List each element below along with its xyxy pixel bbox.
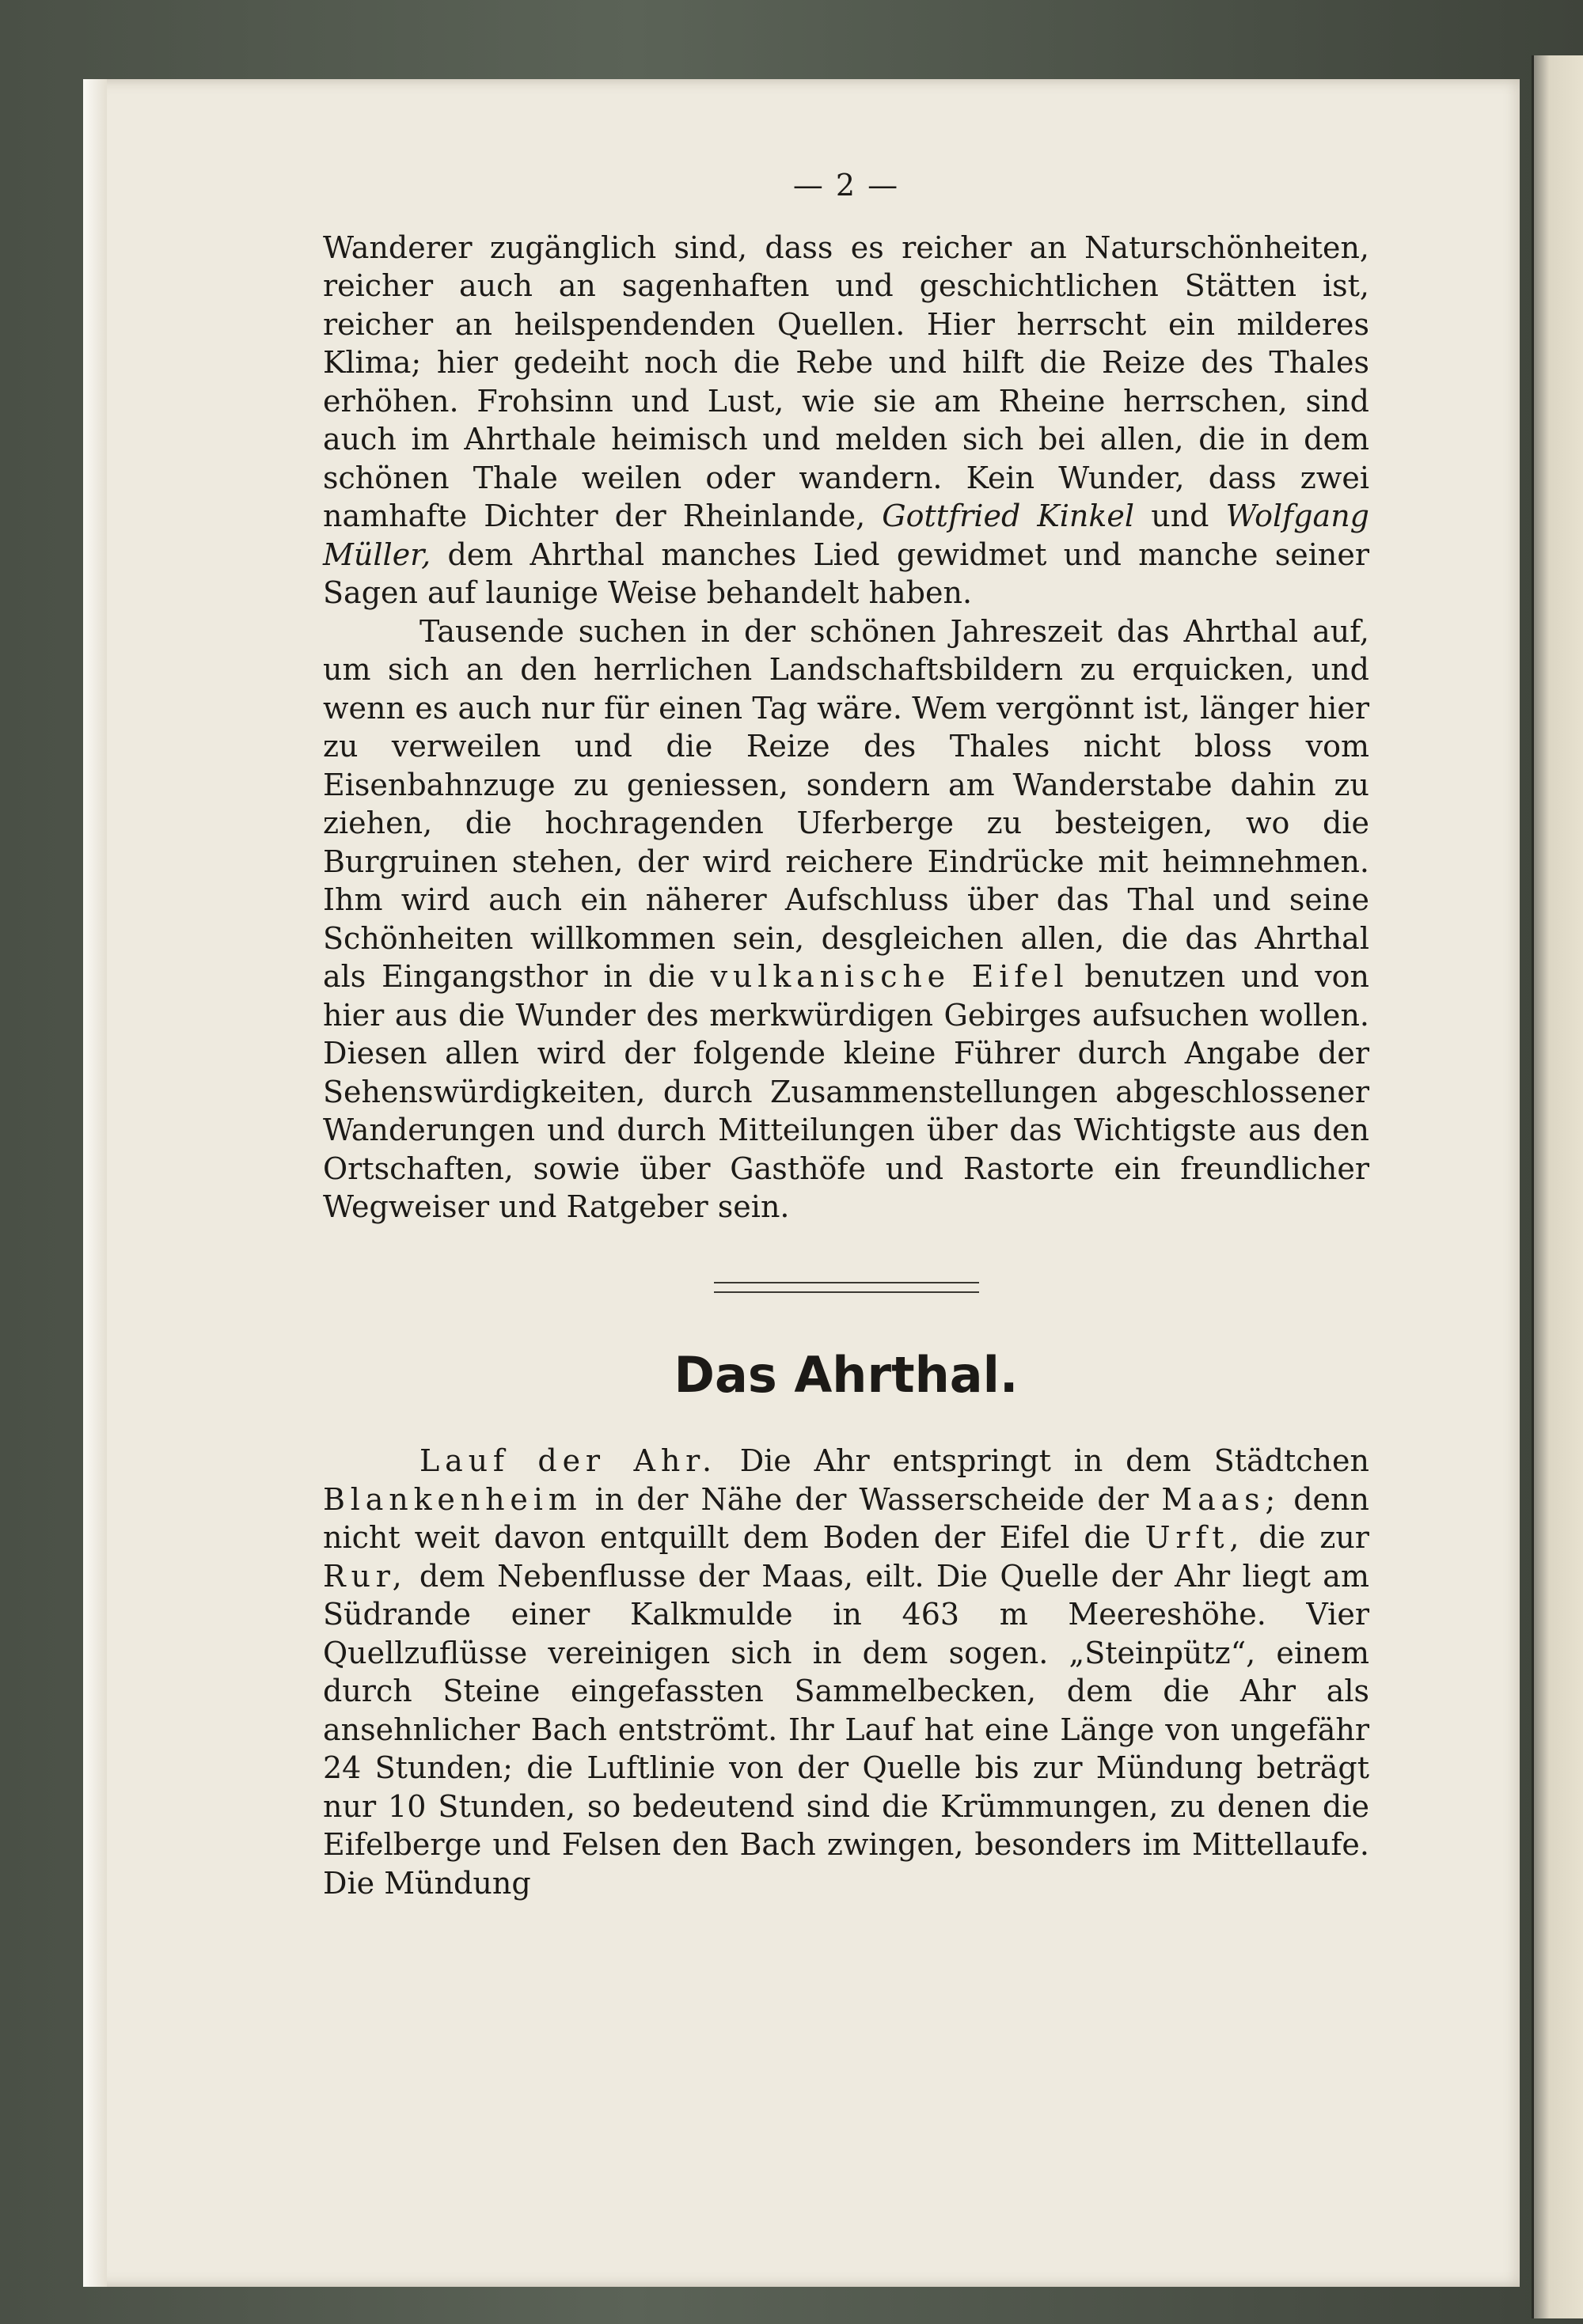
page-content <box>323 166 1369 1902</box>
poet-name-kinkel: Gottfried Kinkel <box>882 499 1135 533</box>
section-divider <box>714 1282 979 1293</box>
next-page-edge <box>1532 55 1583 2318</box>
intro-text-2a: Tausende suchen in der schönen Jahreszeit das Ahrthal auf, um sich an den herrlichen Landschaftsbildern zu erquicken, und wenn es auch nur für einen Tag wäre. Wem vergönnt ist, länger hier zu verweilen und die Reize des Thales nicht bloss vom Eisenbahnzuge zu geniessen, sondern am Wanderstabe dahin zu ziehen, die hochragenden Uferberge zu besteigen, wo die Burgruinen stehen, der wird reichere Eindrücke mit heimnehmen. Ihm wird auch ein näherer Aufschluss über das Thal und seine Schönheiten willkommen sein, desgleichen allen, die das Ahrthal als Eingangsthor in die <box>323 613 1369 994</box>
section-text-b: in der Nähe der Wasserscheide der <box>594 1481 1149 1517</box>
page-number: — 2 — <box>792 168 900 203</box>
page-gutter <box>83 79 107 2287</box>
river-rur: Rur, <box>323 1558 408 1594</box>
place-blankenheim: Blankenheim <box>323 1481 583 1517</box>
intro-text-1c: dem Ahrthal manches Lied gewidmet und manche seiner Sagen auf launige Weise behandelt haben. <box>323 536 1369 610</box>
intro-text-1a: Wanderer zugänglich sind, dass es reicher an Naturschönheiten, reicher auch an sagenhaften und geschichtlichen Stätten ist, reicher an heilspendenden Quellen. Hier herrscht ein milderes Klima; hier gedeiht noch die Rebe und hilft die Reize des Thales erhöhen. Frohsinn und Lust, wie sie am Rheine herrschen, sind auch im Ahrthale heimisch und melden sich bei allen, die in dem schönen Thale weilen oder wandern. Kein Wunder, dass zwei namhafte Dichter der Rheinlande, <box>323 229 1369 533</box>
vulkanische-eifel: vulkanische Eifel <box>710 959 1069 994</box>
section-text-e: dem Nebenflusse der Maas, eilt. Die Quelle der Ahr liegt am Südrande einer Kalkmulde in 463 m Meereshöhe. Vier Quellzuflüsse vereinigen sich in dem sogen. „Steinpütz“, einem durch Steine eingefassten Sammelbecken, dem die Ahr als ansehnlicher Bach entströmt. Ihr Lauf hat eine Länge von ungefähr 24 Stunden; die Luftlinie von der Quelle bis zur Mündung beträgt nur 10 Stunden, so bedeutend sind die Krümmungen, zu denen die Eifelberge und Felsen den Bach zwingen, besonders im Mittellaufe. Die Mündung <box>323 1558 1369 1901</box>
poet-name-mueller: Wolfgang Müller, <box>323 499 1369 572</box>
river-maas: Maas; <box>1161 1481 1281 1517</box>
intro-text-1b: und <box>1151 499 1209 533</box>
section-lead: Lauf der Ahr. <box>419 1443 717 1478</box>
intro-paragraph-2 <box>323 612 1369 1226</box>
section-paragraph <box>323 1442 1369 1902</box>
river-urft: Urft, <box>1145 1520 1245 1555</box>
section-text-d: die zur <box>1258 1520 1369 1555</box>
intro-text-2b: benutzen und von hier aus die Wunder des merkwürdigen Gebirges aufsuchen wollen. Diesen allen wird der folgende kleine Führer durch Angabe der Sehenswürdigkeiten, durch Zusammenstellungen abgeschlossener Wanderungen und durch Mitteilungen über das Wichtigste aus den Ortschaften, sowie über Gasthöfe und Rastorte ein freundlicher Wegweiser und Ratgeber sein. <box>323 959 1369 1224</box>
section-text-c: denn nicht weit davon entquillt dem Boden der Eifel die <box>323 1481 1369 1555</box>
section-title: Das Ahrthal. <box>674 1345 1019 1404</box>
section-text-a: Die Ahr entspringt in dem Städtchen <box>739 1443 1369 1478</box>
intro-paragraph-1 <box>323 229 1369 612</box>
